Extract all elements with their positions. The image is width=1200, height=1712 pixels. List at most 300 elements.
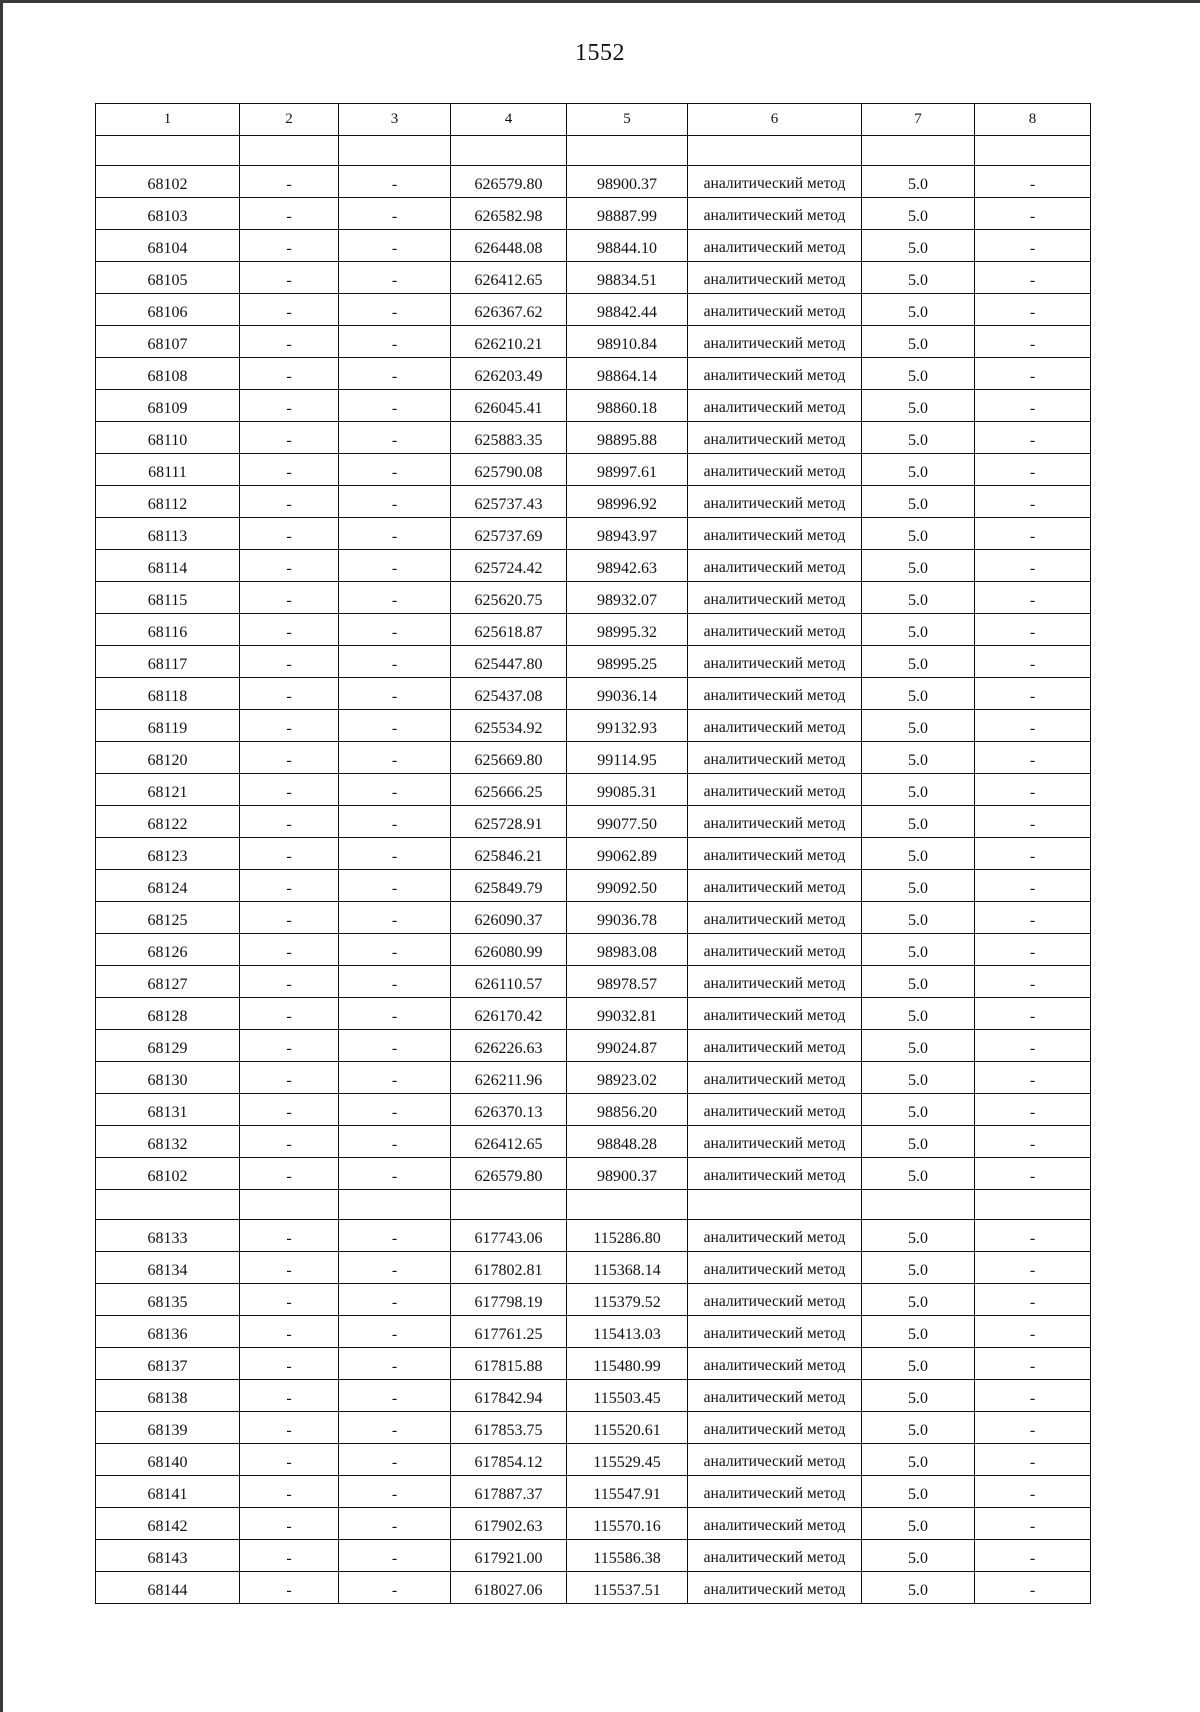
empty-cell — [339, 1190, 451, 1220]
cell-col-1: 68110 — [96, 422, 240, 454]
cell-col-4: 626412.65 — [451, 1126, 567, 1158]
cell-col-6: аналитический метод — [688, 998, 862, 1030]
cell-col-8: - — [975, 1380, 1091, 1412]
cell-col-7: 5.0 — [862, 550, 975, 582]
column-header: 6 — [688, 104, 862, 136]
cell-col-7: 5.0 — [862, 614, 975, 646]
cell-col-3: - — [339, 454, 451, 486]
cell-col-6: аналитический метод — [688, 518, 862, 550]
cell-col-1: 68140 — [96, 1444, 240, 1476]
cell-col-2: - — [240, 902, 339, 934]
cell-col-7: 5.0 — [862, 1094, 975, 1126]
cell-col-7: 5.0 — [862, 1444, 975, 1476]
cell-col-7: 5.0 — [862, 166, 975, 198]
cell-col-7: 5.0 — [862, 230, 975, 262]
cell-col-4: 626045.41 — [451, 390, 567, 422]
cell-col-5: 115547.91 — [567, 1476, 688, 1508]
cell-col-2: - — [240, 1348, 339, 1380]
cell-col-6: аналитический метод — [688, 774, 862, 806]
cell-col-2: - — [240, 326, 339, 358]
cell-col-8: - — [975, 966, 1091, 998]
cell-col-5: 98860.18 — [567, 390, 688, 422]
cell-col-5: 98895.88 — [567, 422, 688, 454]
cell-col-3: - — [339, 1348, 451, 1380]
cell-col-1: 68115 — [96, 582, 240, 614]
cell-col-4: 625666.25 — [451, 774, 567, 806]
cell-col-6: аналитический метод — [688, 1316, 862, 1348]
cell-col-7: 5.0 — [862, 358, 975, 390]
cell-col-5: 98923.02 — [567, 1062, 688, 1094]
cell-col-5: 98996.92 — [567, 486, 688, 518]
cell-col-6: аналитический метод — [688, 1094, 862, 1126]
table-row — [96, 230, 1091, 262]
cell-col-5: 98887.99 — [567, 198, 688, 230]
cell-col-4: 625437.08 — [451, 678, 567, 710]
cell-col-8: - — [975, 1476, 1091, 1508]
cell-col-3: - — [339, 358, 451, 390]
cell-col-2: - — [240, 1444, 339, 1476]
cell-col-1: 68136 — [96, 1316, 240, 1348]
cell-col-8: - — [975, 1220, 1091, 1252]
cell-col-1: 68119 — [96, 710, 240, 742]
cell-col-6: аналитический метод — [688, 806, 862, 838]
cell-col-5: 99032.81 — [567, 998, 688, 1030]
table-row — [96, 1062, 1091, 1094]
cell-col-5: 98900.37 — [567, 166, 688, 198]
cell-col-8: - — [975, 1126, 1091, 1158]
cell-col-4: 618027.06 — [451, 1572, 567, 1604]
table-row — [96, 198, 1091, 230]
table-row — [96, 1476, 1091, 1508]
cell-col-4: 625620.75 — [451, 582, 567, 614]
cell-col-7: 5.0 — [862, 390, 975, 422]
cell-col-1: 68102 — [96, 1158, 240, 1190]
cell-col-4: 626448.08 — [451, 230, 567, 262]
cell-col-6: аналитический метод — [688, 902, 862, 934]
cell-col-2: - — [240, 262, 339, 294]
cell-col-3: - — [339, 198, 451, 230]
cell-col-3: - — [339, 614, 451, 646]
cell-col-8: - — [975, 1316, 1091, 1348]
cell-col-8: - — [975, 1444, 1091, 1476]
cell-col-8: - — [975, 198, 1091, 230]
cell-col-5: 115520.61 — [567, 1412, 688, 1444]
cell-col-7: 5.0 — [862, 1476, 975, 1508]
cell-col-2: - — [240, 1284, 339, 1316]
table-row — [96, 870, 1091, 902]
cell-col-2: - — [240, 230, 339, 262]
cell-col-5: 115570.16 — [567, 1508, 688, 1540]
cell-col-3: - — [339, 1126, 451, 1158]
cell-col-1: 68129 — [96, 1030, 240, 1062]
cell-col-8: - — [975, 294, 1091, 326]
cell-col-3: - — [339, 518, 451, 550]
cell-col-4: 626090.37 — [451, 902, 567, 934]
cell-col-8: - — [975, 710, 1091, 742]
cell-col-8: - — [975, 838, 1091, 870]
cell-col-4: 617802.81 — [451, 1252, 567, 1284]
cell-col-7: 5.0 — [862, 998, 975, 1030]
cell-col-5: 99114.95 — [567, 742, 688, 774]
cell-col-5: 115503.45 — [567, 1380, 688, 1412]
cell-col-2: - — [240, 1540, 339, 1572]
cell-col-3: - — [339, 550, 451, 582]
cell-col-6: аналитический метод — [688, 582, 862, 614]
cell-col-3: - — [339, 934, 451, 966]
cell-col-2: - — [240, 1158, 339, 1190]
cell-col-8: - — [975, 166, 1091, 198]
cell-col-3: - — [339, 774, 451, 806]
cell-col-4: 626170.42 — [451, 998, 567, 1030]
cell-col-7: 5.0 — [862, 806, 975, 838]
cell-col-8: - — [975, 998, 1091, 1030]
cell-col-1: 68138 — [96, 1380, 240, 1412]
cell-col-7: 5.0 — [862, 710, 975, 742]
table-row — [96, 742, 1091, 774]
cell-col-3: - — [339, 1030, 451, 1062]
cell-col-1: 68139 — [96, 1412, 240, 1444]
cell-col-7: 5.0 — [862, 774, 975, 806]
cell-col-2: - — [240, 166, 339, 198]
cell-col-6: аналитический метод — [688, 678, 862, 710]
cell-col-6: аналитический метод — [688, 1252, 862, 1284]
table-row — [96, 1380, 1091, 1412]
table-row — [96, 1284, 1091, 1316]
table-row — [96, 934, 1091, 966]
table-row — [96, 358, 1091, 390]
empty-cell — [862, 136, 975, 166]
cell-col-5: 115368.14 — [567, 1252, 688, 1284]
cell-col-6: аналитический метод — [688, 838, 862, 870]
cell-col-3: - — [339, 486, 451, 518]
cell-col-5: 98995.32 — [567, 614, 688, 646]
table-row — [96, 678, 1091, 710]
cell-col-7: 5.0 — [862, 326, 975, 358]
cell-col-3: - — [339, 422, 451, 454]
cell-col-3: - — [339, 678, 451, 710]
empty-cell — [96, 1190, 240, 1220]
cell-col-4: 626579.80 — [451, 1158, 567, 1190]
cell-col-2: - — [240, 550, 339, 582]
cell-col-5: 98844.10 — [567, 230, 688, 262]
scan-border-top — [0, 0, 1200, 3]
cell-col-4: 617842.94 — [451, 1380, 567, 1412]
cell-col-5: 98995.25 — [567, 646, 688, 678]
cell-col-5: 115529.45 — [567, 1444, 688, 1476]
cell-col-1: 68132 — [96, 1126, 240, 1158]
cell-col-8: - — [975, 454, 1091, 486]
cell-col-2: - — [240, 1316, 339, 1348]
cell-col-7: 5.0 — [862, 1380, 975, 1412]
header-row — [96, 104, 1091, 136]
empty-cell — [451, 1190, 567, 1220]
cell-col-3: - — [339, 742, 451, 774]
table-row — [96, 454, 1091, 486]
cell-col-2: - — [240, 1094, 339, 1126]
cell-col-7: 5.0 — [862, 454, 975, 486]
cell-col-2: - — [240, 838, 339, 870]
cell-col-3: - — [339, 1252, 451, 1284]
cell-col-2: - — [240, 1476, 339, 1508]
table-row — [96, 518, 1091, 550]
cell-col-6: аналитический метод — [688, 1030, 862, 1062]
cell-col-1: 68134 — [96, 1252, 240, 1284]
table-row — [96, 1412, 1091, 1444]
cell-col-5: 99036.14 — [567, 678, 688, 710]
cell-col-8: - — [975, 358, 1091, 390]
cell-col-3: - — [339, 166, 451, 198]
cell-col-1: 68124 — [96, 870, 240, 902]
cell-col-8: - — [975, 390, 1091, 422]
cell-col-3: - — [339, 902, 451, 934]
cell-col-6: аналитический метод — [688, 1572, 862, 1604]
cell-col-6: аналитический метод — [688, 1476, 862, 1508]
cell-col-6: аналитический метод — [688, 1348, 862, 1380]
table-row — [96, 806, 1091, 838]
cell-col-2: - — [240, 294, 339, 326]
scan-border-left — [0, 0, 3, 1712]
cell-col-1: 68105 — [96, 262, 240, 294]
cell-col-7: 5.0 — [862, 934, 975, 966]
cell-col-6: аналитический метод — [688, 390, 862, 422]
table-row — [96, 422, 1091, 454]
cell-col-8: - — [975, 678, 1091, 710]
cell-col-2: - — [240, 710, 339, 742]
cell-col-7: 5.0 — [862, 1252, 975, 1284]
group-spacer-row — [96, 136, 1091, 166]
cell-col-4: 617887.37 — [451, 1476, 567, 1508]
cell-col-6: аналитический метод — [688, 614, 862, 646]
cell-col-2: - — [240, 390, 339, 422]
table-row — [96, 550, 1091, 582]
cell-col-5: 98942.63 — [567, 550, 688, 582]
cell-col-1: 68127 — [96, 966, 240, 998]
cell-col-4: 626110.57 — [451, 966, 567, 998]
cell-col-4: 625724.42 — [451, 550, 567, 582]
cell-col-1: 68117 — [96, 646, 240, 678]
cell-col-5: 99036.78 — [567, 902, 688, 934]
cell-col-6: аналитический метод — [688, 1126, 862, 1158]
cell-col-1: 68102 — [96, 166, 240, 198]
cell-col-6: аналитический метод — [688, 166, 862, 198]
cell-col-3: - — [339, 1476, 451, 1508]
table-row — [96, 1252, 1091, 1284]
cell-col-5: 99092.50 — [567, 870, 688, 902]
cell-col-4: 617921.00 — [451, 1540, 567, 1572]
cell-col-1: 68121 — [96, 774, 240, 806]
cell-col-5: 98978.57 — [567, 966, 688, 998]
table-row — [96, 1572, 1091, 1604]
cell-col-6: аналитический метод — [688, 934, 862, 966]
cell-col-3: - — [339, 1508, 451, 1540]
cell-col-3: - — [339, 1158, 451, 1190]
cell-col-1: 68112 — [96, 486, 240, 518]
cell-col-7: 5.0 — [862, 518, 975, 550]
cell-col-3: - — [339, 390, 451, 422]
cell-col-2: - — [240, 1030, 339, 1062]
cell-col-4: 625849.79 — [451, 870, 567, 902]
cell-col-4: 626211.96 — [451, 1062, 567, 1094]
cell-col-2: - — [240, 1252, 339, 1284]
cell-col-8: - — [975, 806, 1091, 838]
cell-col-8: - — [975, 1252, 1091, 1284]
cell-col-1: 68106 — [96, 294, 240, 326]
cell-col-7: 5.0 — [862, 1030, 975, 1062]
cell-col-3: - — [339, 1316, 451, 1348]
cell-col-7: 5.0 — [862, 1508, 975, 1540]
cell-col-7: 5.0 — [862, 262, 975, 294]
cell-col-3: - — [339, 1444, 451, 1476]
cell-col-4: 625728.91 — [451, 806, 567, 838]
cell-col-3: - — [339, 294, 451, 326]
cell-col-3: - — [339, 710, 451, 742]
cell-col-4: 626579.80 — [451, 166, 567, 198]
cell-col-6: аналитический метод — [688, 358, 862, 390]
cell-col-6: аналитический метод — [688, 1380, 862, 1412]
cell-col-6: аналитический метод — [688, 966, 862, 998]
cell-col-1: 68111 — [96, 454, 240, 486]
cell-col-2: - — [240, 1412, 339, 1444]
cell-col-5: 98997.61 — [567, 454, 688, 486]
cell-col-2: - — [240, 454, 339, 486]
cell-col-8: - — [975, 326, 1091, 358]
table-row — [96, 1508, 1091, 1540]
cell-col-6: аналитический метод — [688, 646, 862, 678]
cell-col-6: аналитический метод — [688, 710, 862, 742]
table-row — [96, 710, 1091, 742]
cell-col-3: - — [339, 582, 451, 614]
cell-col-5: 98932.07 — [567, 582, 688, 614]
cell-col-4: 626226.63 — [451, 1030, 567, 1062]
cell-col-1: 68107 — [96, 326, 240, 358]
cell-col-5: 115413.03 — [567, 1316, 688, 1348]
cell-col-4: 626370.13 — [451, 1094, 567, 1126]
table-row — [96, 390, 1091, 422]
cell-col-1: 68131 — [96, 1094, 240, 1126]
cell-col-4: 617761.25 — [451, 1316, 567, 1348]
cell-col-5: 99024.87 — [567, 1030, 688, 1062]
cell-col-8: - — [975, 614, 1091, 646]
cell-col-8: - — [975, 870, 1091, 902]
table-row — [96, 966, 1091, 998]
cell-col-3: - — [339, 806, 451, 838]
empty-cell — [862, 1190, 975, 1220]
page-number: 1552 — [575, 40, 625, 66]
cell-col-1: 68108 — [96, 358, 240, 390]
cell-col-7: 5.0 — [862, 1348, 975, 1380]
cell-col-6: аналитический метод — [688, 262, 862, 294]
cell-col-5: 115586.38 — [567, 1540, 688, 1572]
table-row — [96, 1158, 1091, 1190]
cell-col-4: 625618.87 — [451, 614, 567, 646]
column-header: 7 — [862, 104, 975, 136]
cell-col-8: - — [975, 1158, 1091, 1190]
table-row — [96, 1348, 1091, 1380]
cell-col-4: 625846.21 — [451, 838, 567, 870]
cell-col-2: - — [240, 1062, 339, 1094]
cell-col-6: аналитический метод — [688, 422, 862, 454]
cell-col-7: 5.0 — [862, 838, 975, 870]
cell-col-2: - — [240, 422, 339, 454]
column-header: 4 — [451, 104, 567, 136]
cell-col-8: - — [975, 518, 1091, 550]
cell-col-4: 626210.21 — [451, 326, 567, 358]
cell-col-2: - — [240, 870, 339, 902]
cell-col-1: 68103 — [96, 198, 240, 230]
cell-col-8: - — [975, 934, 1091, 966]
empty-cell — [96, 136, 240, 166]
cell-col-2: - — [240, 678, 339, 710]
cell-col-1: 68109 — [96, 390, 240, 422]
table-body — [96, 104, 1091, 1604]
table-row — [96, 1030, 1091, 1062]
cell-col-8: - — [975, 262, 1091, 294]
cell-col-8: - — [975, 1412, 1091, 1444]
cell-col-3: - — [339, 1412, 451, 1444]
table-row — [96, 326, 1091, 358]
empty-cell — [567, 1190, 688, 1220]
cell-col-4: 626367.62 — [451, 294, 567, 326]
cell-col-7: 5.0 — [862, 1412, 975, 1444]
cell-col-1: 68128 — [96, 998, 240, 1030]
cell-col-1: 68144 — [96, 1572, 240, 1604]
cell-col-7: 5.0 — [862, 646, 975, 678]
cell-col-3: - — [339, 966, 451, 998]
cell-col-8: - — [975, 1572, 1091, 1604]
cell-col-3: - — [339, 1540, 451, 1572]
cell-col-7: 5.0 — [862, 1316, 975, 1348]
table-row — [96, 1444, 1091, 1476]
table-row — [96, 646, 1091, 678]
cell-col-5: 115537.51 — [567, 1572, 688, 1604]
cell-col-2: - — [240, 934, 339, 966]
column-header: 5 — [567, 104, 688, 136]
table-row — [96, 1316, 1091, 1348]
cell-col-7: 5.0 — [862, 294, 975, 326]
cell-col-6: аналитический метод — [688, 550, 862, 582]
cell-col-6: аналитический метод — [688, 1508, 862, 1540]
cell-col-8: - — [975, 742, 1091, 774]
cell-col-4: 617853.75 — [451, 1412, 567, 1444]
cell-col-6: аналитический метод — [688, 230, 862, 262]
cell-col-8: - — [975, 422, 1091, 454]
cell-col-4: 626412.65 — [451, 262, 567, 294]
cell-col-1: 68135 — [96, 1284, 240, 1316]
cell-col-4: 617798.19 — [451, 1284, 567, 1316]
table-row — [96, 1126, 1091, 1158]
cell-col-4: 625669.80 — [451, 742, 567, 774]
cell-col-2: - — [240, 1572, 339, 1604]
cell-col-6: аналитический метод — [688, 1444, 862, 1476]
cell-col-7: 5.0 — [862, 486, 975, 518]
cell-col-2: - — [240, 582, 339, 614]
cell-col-7: 5.0 — [862, 1126, 975, 1158]
table-row — [96, 294, 1091, 326]
cell-col-2: - — [240, 1380, 339, 1412]
cell-col-6: аналитический метод — [688, 326, 862, 358]
cell-col-7: 5.0 — [862, 198, 975, 230]
cell-col-8: - — [975, 1094, 1091, 1126]
cell-col-7: 5.0 — [862, 1572, 975, 1604]
column-header: 3 — [339, 104, 451, 136]
cell-col-6: аналитический метод — [688, 1158, 862, 1190]
cell-col-4: 617815.88 — [451, 1348, 567, 1380]
cell-col-4: 625790.08 — [451, 454, 567, 486]
cell-col-5: 98834.51 — [567, 262, 688, 294]
cell-col-4: 617902.63 — [451, 1508, 567, 1540]
table-row — [96, 262, 1091, 294]
group-spacer-row — [96, 1190, 1091, 1220]
